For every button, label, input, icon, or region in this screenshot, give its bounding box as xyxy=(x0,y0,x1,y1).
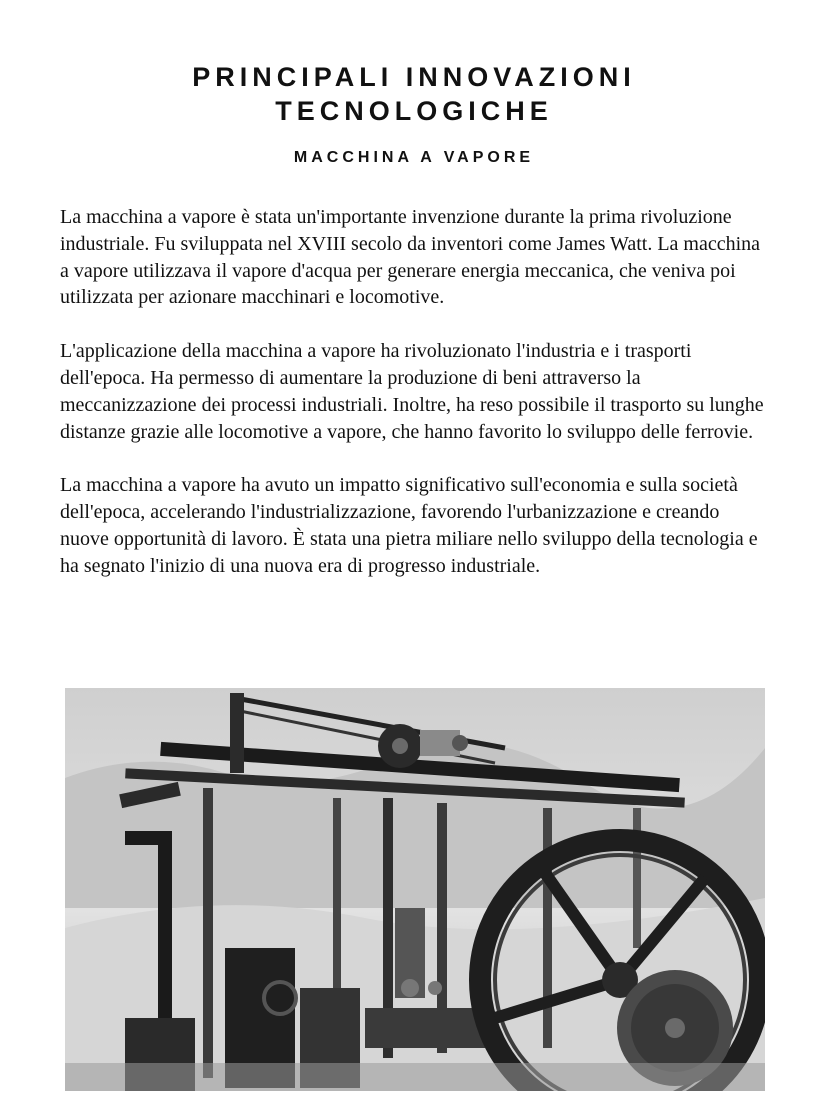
article-body xyxy=(60,204,772,607)
paragraph-3: La macchina a vapore ha avuto un impatto significativo sull'economia e sulla società dell'epoca, accelerando l'industrializzazione, favorendo l'urbanizzazione e creando nuove opportunità di lavoro. È stata una pietra miliare nello sviluppo della tecnologia e ha segnato l'inizio di una nuova era di progresso industriale. xyxy=(60,474,758,577)
steam-engine-illustration xyxy=(65,688,765,1091)
page-title-line-1: PRINCIPALI INNOVAZIONI xyxy=(192,62,636,92)
page-title-line-2: TECNOLOGICHE xyxy=(275,96,553,126)
paragraph-1: La macchina a vapore è stata un'importante invenzione durante la prima rivoluzione industriale. Fu sviluppata nel XVIII secolo da inventori come James Watt. La macchina a vapore utilizzava il vapore d'acqua per generare energia meccanica, che veniva poi utilizzata per azionare macchinari e locomotive. xyxy=(60,206,761,309)
page-title xyxy=(0,60,828,128)
paragraph-2: L'applicazione della macchina a vapore ha rivoluzionato l'industria e i trasporti dell'epoca. Ha permesso di aumentare la produzione di beni attraverso la meccanizzazione dei processi industriali. Inoltre, ha reso possibile il trasporto su lunghe distanze grazie alle locomotive a vapore, che hanno favorito lo sviluppo delle ferrovie. xyxy=(60,340,764,443)
steam-engine-photo xyxy=(65,688,765,1091)
section-subtitle: MACCHINA A VAPORE xyxy=(293,149,535,166)
